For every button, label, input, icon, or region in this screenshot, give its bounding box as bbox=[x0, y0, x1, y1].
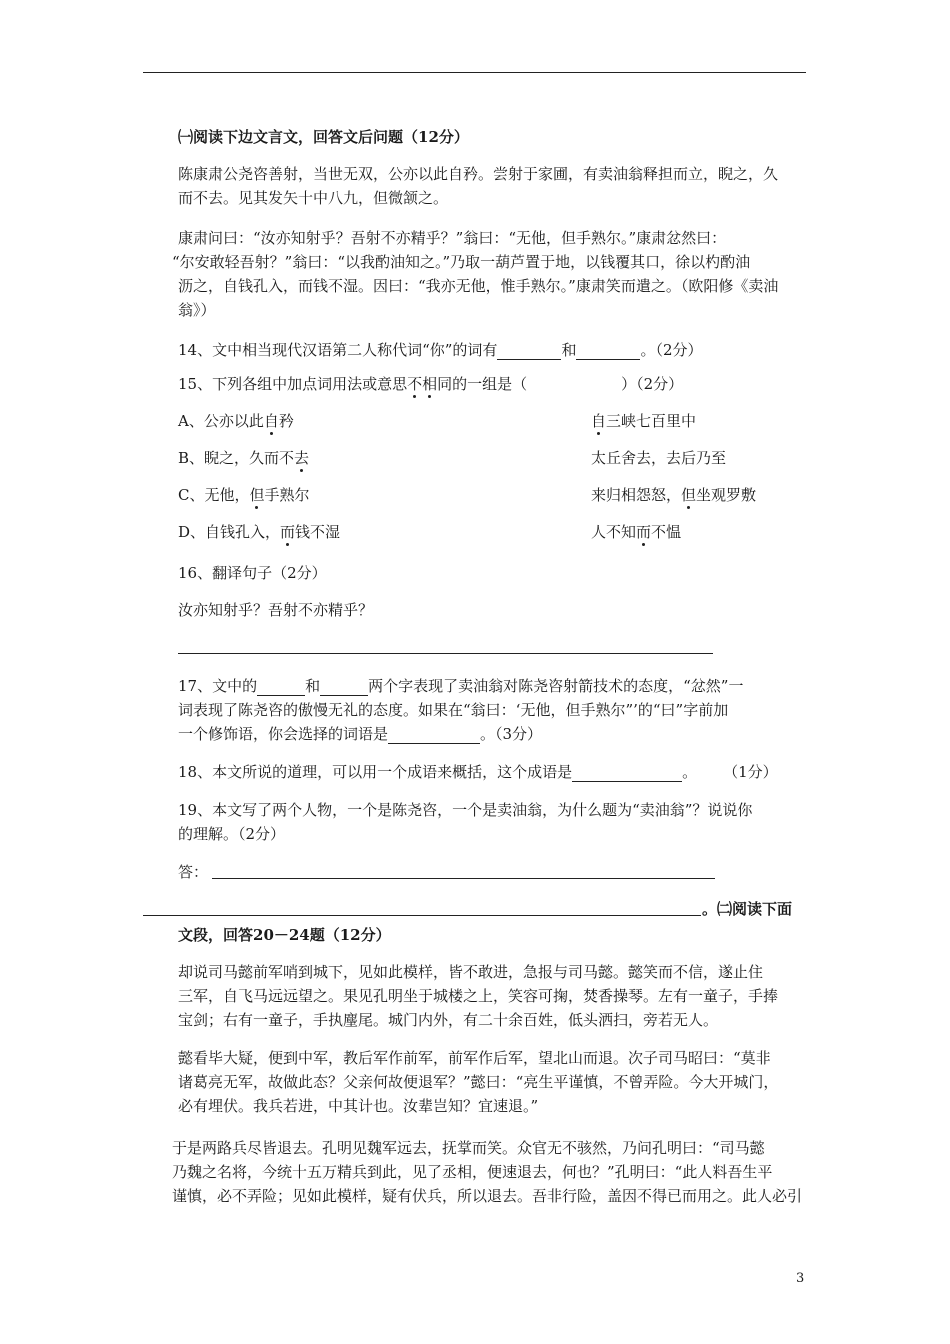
option-text: 人不知 bbox=[591, 523, 637, 541]
q14-blank-2[interactable] bbox=[576, 343, 640, 360]
q15-text: 同的一组是（ bbox=[437, 375, 528, 393]
option-dotted-char: 但 bbox=[681, 486, 697, 504]
q15-option-b[interactable] bbox=[178, 448, 778, 468]
q16-sentence: 汝亦知射乎？吾射不亦精乎？ bbox=[178, 601, 374, 619]
q19-answer-line-2[interactable] bbox=[143, 915, 701, 916]
passage1-line: 康肃问曰：“汝亦知射乎？吾射不亦精乎？”翁曰：“无他，但手熟尔。”康肃忿然曰： bbox=[178, 229, 727, 247]
q17-score: 。（3分） bbox=[480, 725, 543, 743]
passage2-line: 诸葛亮无军，故做此态？父亲何故便退军？”懿曰：“亮生平谨慎，不曾弄险。今大开城门， bbox=[178, 1073, 779, 1091]
passage1-line: 翁》） bbox=[178, 301, 216, 319]
question-16: 16、翻译句子（2分） bbox=[178, 564, 327, 582]
q14-score: 。（2分） bbox=[640, 341, 703, 359]
q17-blank-1[interactable] bbox=[257, 679, 305, 696]
q17-blank-3[interactable] bbox=[388, 727, 480, 744]
q15-dotted-char: 不 bbox=[407, 375, 423, 393]
passage2-line: 却说司马懿前军哨到城下，见如此模样，皆不敢进，急报与司马懿。懿笑而不信，遂止住 bbox=[178, 963, 764, 981]
passage2-line: 必有埋伏。我兵若进，中其计也。汝辈岂知？宜速退。” bbox=[178, 1097, 539, 1115]
page-number: 3 bbox=[796, 1271, 805, 1286]
passage2-line: 乃魏之名将，今统十五万精兵到此，见了丞相，便速退去，何也？”孔明曰：“此人料吾生平 bbox=[172, 1163, 773, 1181]
option-text: 太丘舍去，去后乃至 bbox=[591, 449, 727, 467]
q17-text: 一个修饰语，你会选择的词语是 bbox=[178, 725, 389, 743]
q18-blank[interactable] bbox=[572, 765, 682, 782]
option-text: B、睨之，久而不 bbox=[178, 449, 295, 467]
passage1-line: 沥之，自钱孔入，而钱不湿。因曰：“我亦无他，惟手熟尔。”康肃笑而遣之。（欧阳修《卖油 bbox=[178, 277, 779, 295]
option-text: C、无他， bbox=[178, 486, 250, 504]
passage1-line: 陈康肃公尧咨善射，当世无双，公亦以此自矜。尝射于家圃，有卖油翁释担而立，睨之，久 bbox=[178, 165, 779, 183]
q15-text: 15、下列各组中加点词用法或意思 bbox=[178, 375, 408, 393]
option-text: 来归相怨怒， bbox=[591, 486, 682, 504]
question-17 bbox=[178, 676, 743, 696]
passage2-line: 于是两路兵尽皆退去。孔明见魏军远去，抚掌而笑。众官无不骇然，乃问孔明曰：“司马懿 bbox=[172, 1139, 765, 1157]
q17-line: 词表现了陈尧咨的傲慢无礼的态度。如果在“翁曰：‘无他，但手熟尔”’的“曰”字前加 bbox=[178, 701, 729, 719]
option-dotted-char: 去 bbox=[294, 449, 310, 467]
question-14 bbox=[178, 340, 703, 360]
option-text: 不愠 bbox=[651, 523, 682, 541]
passage1-line: 而不去。见其发矢十中八九，但微颔之。 bbox=[178, 189, 449, 207]
q17-text: 两个字表现了卖油翁对陈尧咨射箭技术的态度，“忿然”一 bbox=[368, 677, 744, 695]
option-text: D、自钱孔入， bbox=[178, 523, 281, 541]
option-dotted-char: 但 bbox=[249, 486, 265, 504]
passage2-line: 谨慎，必不弄险；见如此模样，疑有伏兵，所以退去。吾非行险，盖因不得已而用之。此人必引 bbox=[172, 1187, 803, 1205]
option-text: 矜 bbox=[278, 412, 294, 430]
passage2-line: 三军，自飞马远远望之。果见孔明坐于城楼之上，笑容可掬，焚香操琴。左有一童子，手捧 bbox=[178, 987, 779, 1005]
q15-dotted-char: 相 bbox=[422, 375, 438, 393]
q17-blank-2[interactable] bbox=[320, 679, 368, 696]
option-dotted-char: 自 bbox=[591, 412, 607, 430]
q17-text: 17、文中的 bbox=[178, 677, 258, 695]
q19-answer-label: 答： bbox=[178, 863, 209, 881]
q18-text: 。 bbox=[682, 763, 698, 781]
q19-answer-line-1[interactable] bbox=[212, 878, 715, 879]
q16-answer-line[interactable] bbox=[178, 653, 713, 654]
section2-heading-tail: 。㈡阅读下面 bbox=[702, 900, 793, 918]
passage2-line: 懿看毕大疑，便到中军，教后军作前军，前军作后军，望北山而退。次子司马昭曰：“莫非 bbox=[178, 1049, 771, 1067]
option-dotted-char: 而 bbox=[280, 523, 296, 541]
option-text: 钱不湿 bbox=[295, 523, 341, 541]
passage1-line: “尔安敢轻吾射？”翁曰：“以我酌油知之。”乃取一葫芦置于地，以钱覆其口，徐以杓酌油 bbox=[172, 253, 751, 271]
top-rule bbox=[143, 72, 806, 73]
q18-text: 18、本文所说的道理，可以用一个成语来概括，这个成语是 bbox=[178, 763, 573, 781]
passage2-line: 宝剑；右有一童子，手执麈尾。城门内外，有二十余百姓，低头洒扫，旁若无人。 bbox=[178, 1011, 719, 1029]
question-19: 19、本文写了两个人物，一个是陈尧咨，一个是卖油翁，为什么题为“卖油翁”？说说你 bbox=[178, 801, 753, 819]
option-text: A、公亦以此 bbox=[178, 412, 264, 430]
q19-line: 的理解。（2分） bbox=[178, 825, 286, 843]
q15-option-d[interactable] bbox=[178, 522, 778, 542]
q14-text: 和 bbox=[561, 341, 577, 359]
option-text: 三峡七百里中 bbox=[606, 412, 697, 430]
option-dotted-char: 而 bbox=[636, 523, 652, 541]
q14-blank-1[interactable] bbox=[497, 343, 561, 360]
q15-option-c[interactable] bbox=[178, 485, 778, 505]
q18-score: （1分） bbox=[723, 763, 778, 781]
option-dotted-char: 自 bbox=[263, 412, 279, 430]
q17-text: 和 bbox=[305, 677, 321, 695]
question-15 bbox=[178, 374, 683, 394]
q15-score: ）（2分） bbox=[621, 375, 684, 393]
question-18 bbox=[178, 762, 778, 782]
section2-heading: 文段，回答20－24题（12分） bbox=[178, 926, 391, 944]
option-text: 手熟尔 bbox=[264, 486, 310, 504]
section1-heading: ㈠阅读下边文言文，回答文后问题（12分） bbox=[178, 128, 469, 146]
q17-line bbox=[178, 724, 542, 744]
q14-text: 14、文中相当现代汉语第二人称代词“你”的词有 bbox=[178, 341, 498, 359]
option-text: 坐观罗敷 bbox=[696, 486, 757, 504]
q15-option-a[interactable] bbox=[178, 411, 778, 431]
